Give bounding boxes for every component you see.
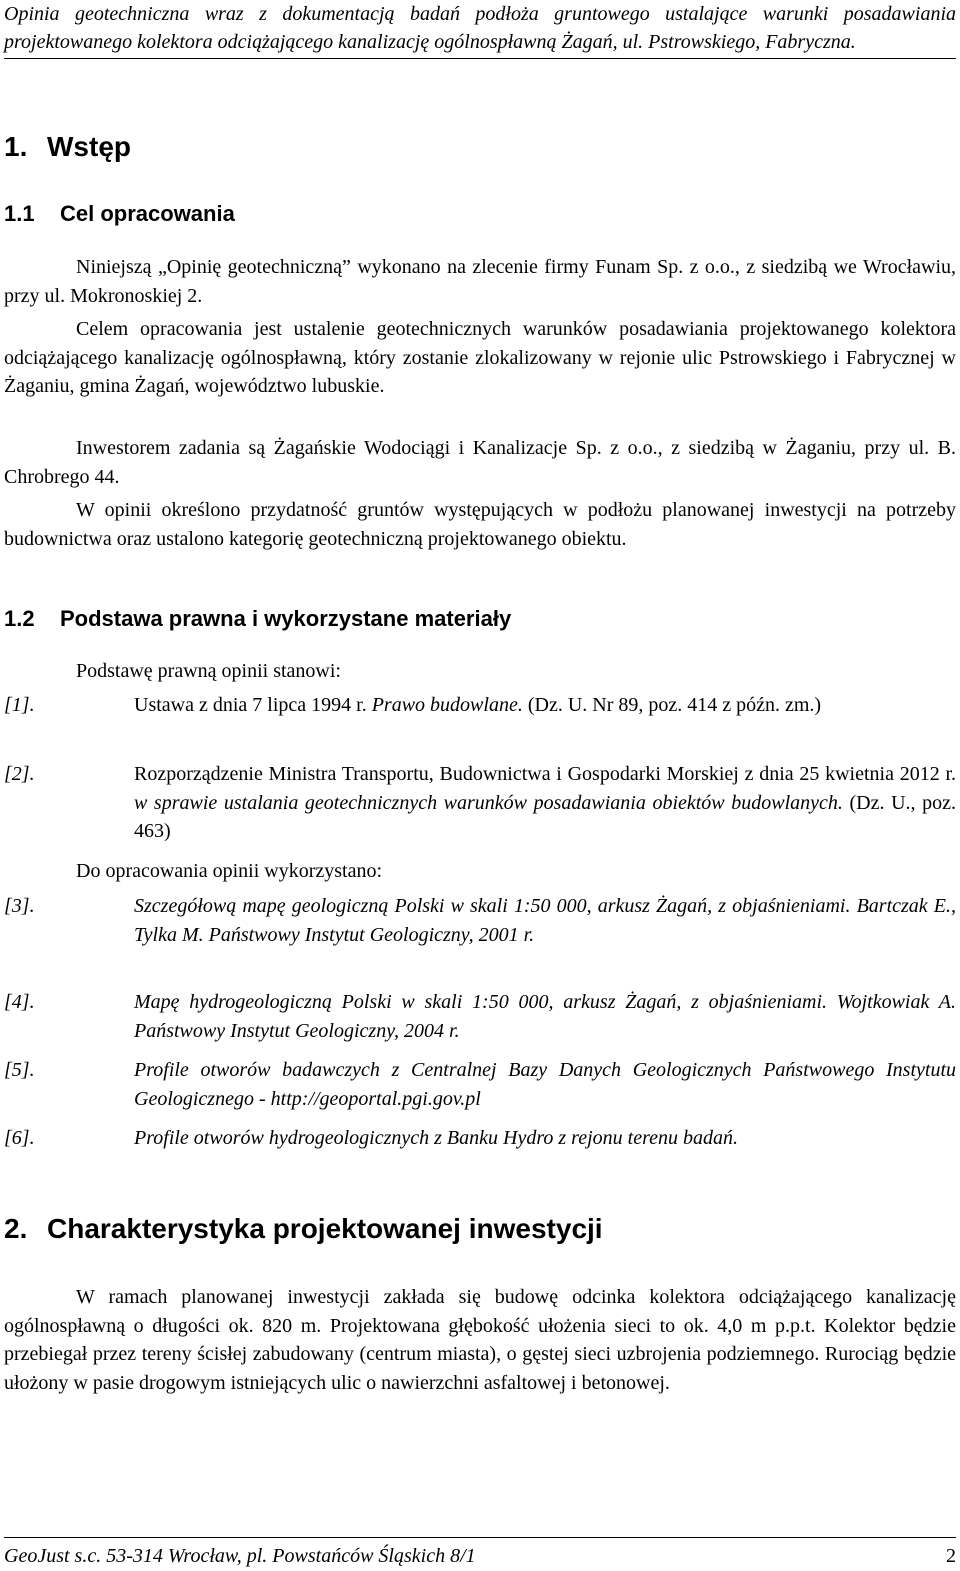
section-1-title: Wstęp: [47, 131, 131, 162]
section-1-heading: [4, 130, 131, 164]
reference-item: [4, 892, 956, 949]
paragraph-purpose: Celem opracowania jest ustalenie geotechnicznych warunków posadawiania projektowanego kolektora odciążającego kanalizację ogólnospławną, który zostanie zlokalizowany w rejonie ulic Pstrowskiego i Fabrycznej w Żaganiu, gmina Żagań, województwo lubuskie.: [4, 318, 956, 397]
reference-text-part: (Dz. U. Nr 89, poz. 414 z późn. zm.): [522, 694, 822, 716]
section-2-number: 2.: [4, 1213, 28, 1244]
subsection-1-2-heading: [4, 605, 511, 633]
subsection-1-1-number: 1.1: [4, 201, 35, 226]
reference-item: [4, 691, 956, 720]
materials-intro: Do opracowania opinii wykorzystano:: [76, 860, 383, 882]
paragraph-scope: W opinii określono przydatność gruntów występujących w podłożu planowanej inwestycji na potrzeby budownictwa oraz ustalono kategorię geotechniczną projektowanego obiektu.: [4, 499, 956, 550]
reference-text: Profile otworów badawczych z Centralnej Bazy Danych Geologicznych Państwowego Instytutu Geologicznego - http://geoportal.pgi.gov.pl: [134, 1059, 956, 1110]
reference-title: w sprawie ustalania geotechnicznych warunków posadawiania obiektów budowlanych.: [134, 791, 843, 814]
reference-text: Szczegółową mapę geologiczną Polski w skali 1:50 000, arkusz Żagań, z objaśnieniami. Bartczak E., Tylka M. Państwowy Instytut Geologiczny, 2001 r.: [134, 895, 956, 946]
subsection-1-1-title: Cel opracowania: [60, 201, 235, 226]
paragraph-investor: Inwestorem zadania są Żagańskie Wodociągi i Kanalizacje Sp. z o.o., z siedzibą w Żaganiu, przy ul. B. Chrobrego 44.: [4, 437, 956, 488]
reference-number: [2].: [4, 763, 35, 785]
header-line-1: Opinia geotechniczna wraz z dokumentacją badań podłoża gruntowego ustalające warunki posadawiania: [4, 3, 956, 25]
reference-number: [5].: [4, 1059, 35, 1081]
reference-item: [4, 1056, 956, 1113]
document-page: [4, 0, 956, 1571]
running-header: [4, 0, 956, 59]
reference-text-part: Ustawa z dnia 7 lipca 1994 r.: [134, 694, 372, 716]
reference-text: Profile otworów hydrogeologicznych z Banku Hydro z rejonu terenu badań.: [134, 1127, 738, 1149]
subsection-1-2-number: 1.2: [4, 606, 35, 631]
paragraph-commission: Niniejszą „Opinię geotechniczną” wykonano na zlecenie firmy Funam Sp. z o.o., z siedzibą we Wrocławiu, przy ul. Mokronoskiej 2.: [4, 256, 956, 307]
reference-number: [1].: [4, 694, 35, 716]
reference-text-part: Rozporządzenie Ministra Transportu, Budownictwa i Gospodarki Morskiej z dnia 25 kwietnia 2012 r.: [134, 763, 956, 785]
section-2-title: Charakterystyka projektowanej inwestycji: [47, 1213, 603, 1244]
page-number: 2: [946, 1545, 956, 1567]
reference-item: [4, 1124, 956, 1153]
reference-text: Mapę hydrogeologiczną Polski w skali 1:50 000, arkusz Żagań, z objaśnieniami. Wojtkowiak A. Państwowy Instytut Geologiczny, 2004 r.: [134, 991, 956, 1042]
reference-item: [4, 988, 956, 1045]
reference-number: [4].: [4, 991, 35, 1013]
reference-title: Prawo budowlane.: [371, 694, 523, 716]
legal-basis-intro: Podstawę prawną opinii stanowi:: [76, 660, 341, 682]
running-footer: [4, 1537, 956, 1570]
header-line-2: projektowanego kolektora odciążającego kanalizację ogólnospławną Żagań, ul. Pstrowskiego, Fabryczna.: [4, 31, 856, 53]
reference-text-part: (Dz. U., poz. 463): [134, 791, 956, 842]
reference-number: [6].: [4, 1127, 35, 1149]
reference-text: [134, 691, 956, 720]
section-2-heading: [4, 1212, 603, 1246]
paragraph-investment: W ramach planowanej inwestycji zakłada się budowę odcinka kolektora odciążającego kanalizację ogólnospławną o długości ok. 820 m. Projektowana głębokość ułożenia sieci to ok. 4,0 m p.p.t. Kolektor będzie przebiegał przez tereny ścisłej zabudowany (centrum miasta), o gęstej sieci uzbrojenia podziemnego. Rurociąg będzie ułożony w pasie drogowym istniejących ulic o nawierzchni asfaltowej i betonowej.: [4, 1286, 956, 1394]
subsection-1-1-heading: [4, 200, 235, 228]
reference-text: [134, 760, 956, 846]
footer-company: GeoJust s.c. 53-314 Wrocław, pl. Powstańców Śląskich 8/1: [4, 1545, 476, 1567]
reference-number: [3].: [4, 895, 35, 917]
reference-item: [4, 760, 956, 846]
section-1-number: 1.: [4, 131, 28, 162]
subsection-1-2-title: Podstawa prawna i wykorzystane materiały: [60, 606, 512, 631]
